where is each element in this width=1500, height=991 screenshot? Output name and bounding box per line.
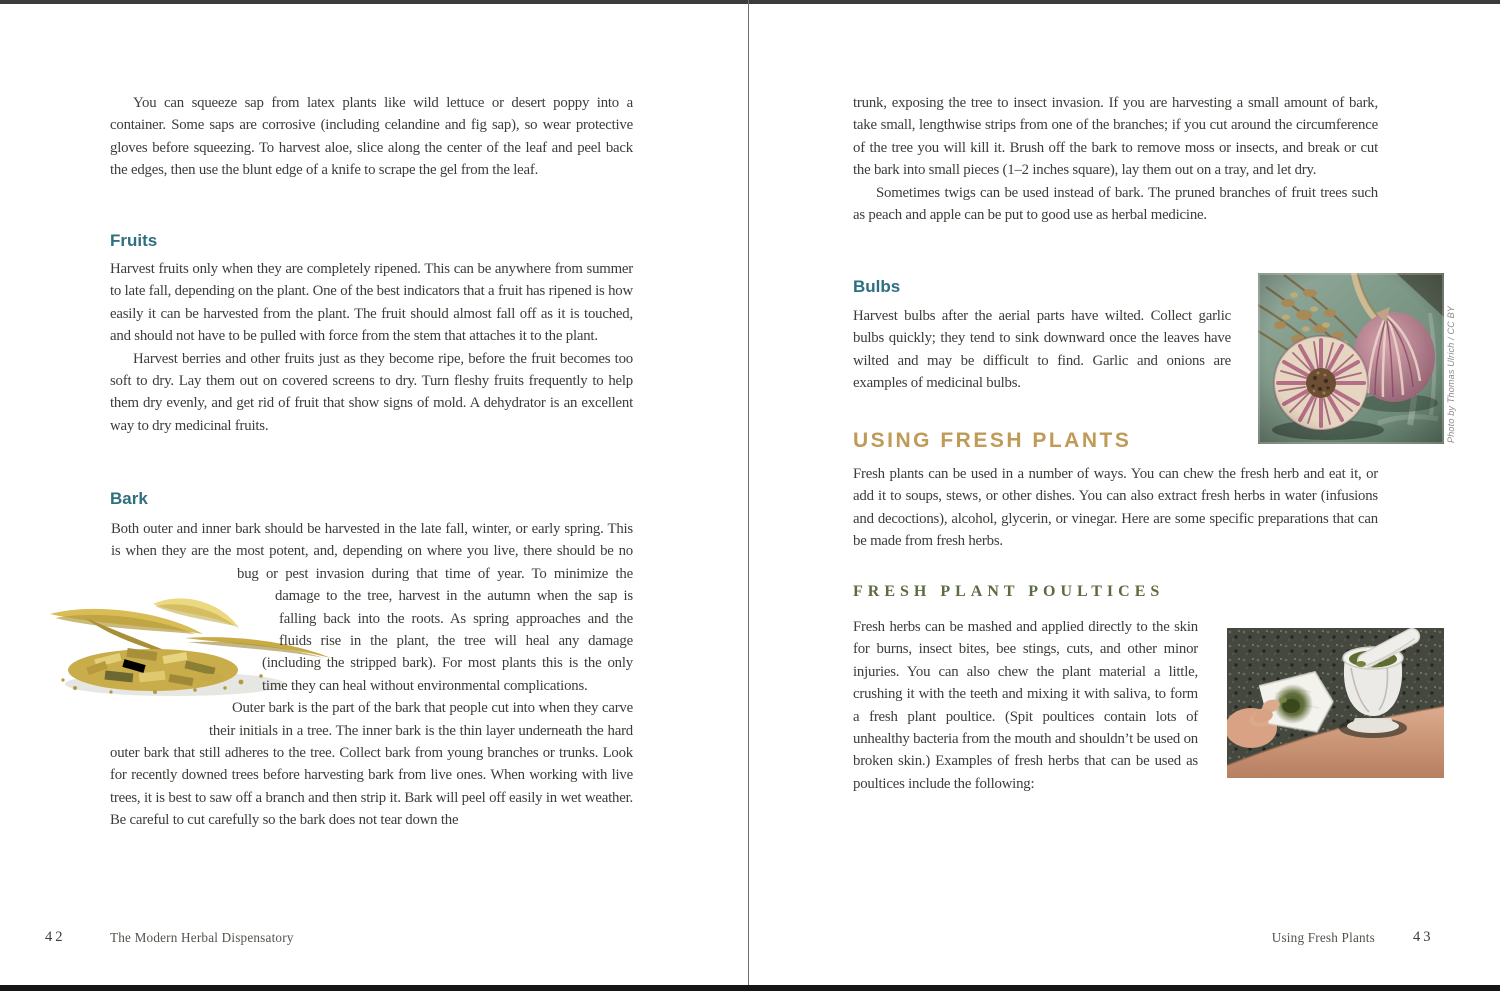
right-page — [749, 0, 1500, 991]
heading-using-fresh-plants: USING FRESH PLANTS — [853, 429, 1132, 452]
paragraph-sap-harvest: You can squeeze sap from latex plants like wild lettuce or desert poppy into a container. Some saps are corrosive (including celandine and fig sap), so wear protective gloves before squeezing. To harvest aloe, slice along the center of the leaf and peel back the edges, then use the blunt edge of a knife to scrape the gel from the leaf. — [110, 95, 633, 179]
text-wrap-spacer — [110, 607, 275, 630]
bark-continued-body — [853, 92, 1378, 226]
text-wrap-spacer — [110, 675, 228, 697]
text-wrap-spacer — [110, 652, 262, 675]
paragraph-fruits-2: Harvest berries and other fruits just as they become ripe, before the fruit becomes too soft to dry. Lay them out on covered screens to dry. Turn fleshy fruits frequently to help them dry evenly, and get rid of fruit that show signs of mold. A dehydrator is an excellent way to dry medicinal fruits. — [110, 350, 633, 434]
paragraph-bark-1 — [110, 518, 633, 697]
paragraph-twigs: Sometimes twigs can be used instead of bark. The pruned branches of fruit trees such as peach and apple can be put to good use as herbal medicine. — [853, 184, 1378, 224]
text-wrap-spacer — [110, 630, 279, 652]
garlic-bulbs-illustration — [1258, 273, 1444, 444]
heading-bulbs: Bulbs — [853, 277, 901, 296]
paragraph-poultices: Fresh herbs can be mashed and applied directly to the skin for burns, insect bites, bee stings, cuts, and other minor injuries. You can also chew the plant material a little, crushing it with the teeth and mixing it with saliva, to form a fresh plant poultice. (Spit poultices contain lots of unhealthy bacteria from the mouth and shouldn’t be used on broken skin.) Examples of fresh herbs that can be used as poultices include the following: — [853, 619, 1198, 792]
fruits-section-body — [110, 258, 633, 437]
bark-section-body — [110, 518, 633, 832]
paragraph-bark-continued: trunk, exposing the tree to insect invasion. If you are harvesting a small amount of bark, take small, lengthwise strips from one of the branches; if you cut around the circumference of the tree you will kill it. Brush off the bark to remove moss or insects, and break or cut the bark into small pieces (1–2 inches square), lay them out on a tray, and let dry. — [853, 95, 1378, 179]
poultice-mortar-illustration — [1227, 628, 1444, 778]
heading-bark: Bark — [110, 489, 148, 508]
paragraph-bark-1-text: Both outer and inner bark should be harvested in the late fall, winter, or early spring. This is when they are the most potent, and, depending on where you live, there should be no bug or pest invasion during that time of year. To minimize the damage to the tree, harvest in the autumn when the sap is falling back into the roots. As spring approaches and the fluids rise in the plant, the tree will heal any damage (including the stripped bark). For most plants this is the only time they can heal without environmental complications. — [111, 521, 633, 694]
text-wrap-spacer — [110, 697, 209, 720]
poultice-mortar-photo — [1227, 628, 1444, 778]
text-wrap-spacer — [110, 585, 237, 607]
running-title-left: The Modern Herbal Dispensatory — [110, 930, 294, 945]
photo-credit: Photo by Thomas Ulrich / CC BY — [1446, 305, 1456, 443]
heading-fresh-plant-poultices: FRESH PLANT POULTICES — [853, 583, 1165, 600]
page-number-right: 43 — [1413, 929, 1434, 945]
paragraph-fruits-1: Harvest fruits only when they are completely ripened. This can be anywhere from summer to late fall, depending on the plant. One of the best indicators that a fruit has ripened is how easily it can be harvested from the plant. The fruit should almost fall off as it is touched, and should not have to be pulled with force from the stem that attaches it to the plant. — [110, 261, 633, 345]
page-number-left: 42 — [45, 929, 66, 945]
left-page — [0, 0, 748, 991]
running-title-right: Using Fresh Plants — [1271, 930, 1375, 945]
paragraph-bark-2: Outer bark is the part of the bark that people cut into when they carve their initials in a tree. The inner bark is the thin layer underneath the hard outer bark that still adheres to the tree. Collect bark from young branches or trunks. Look for recently downed trees before harvesting bark from live ones. When working with live trees, it is best to saw off a branch and then strip it. Bark will peel off easily in wet weather. Be careful to cut carefully so the bark does not tear down the — [110, 700, 633, 829]
garlic-bulbs-photo — [1258, 273, 1444, 444]
paragraph-bulbs: Harvest bulbs after the aerial parts have wilted. Collect garlic bulbs quickly; they tend to sink downward once the leaves have wilted and may be difficult to find. Garlic and onions are examples of medicinal bulbs. — [853, 308, 1231, 392]
paragraph-using-fresh-plants: Fresh plants can be used in a number of ways. You can chew the fresh herb and eat it, or add it to soups, stews, or other dishes. You can also extract fresh herbs in water (infusions and decoctions), alcohol, glycerin, or vinegar. Here are some specific preparations that can be made from fresh herbs. — [853, 466, 1378, 550]
heading-fruits: Fruits — [110, 231, 158, 250]
